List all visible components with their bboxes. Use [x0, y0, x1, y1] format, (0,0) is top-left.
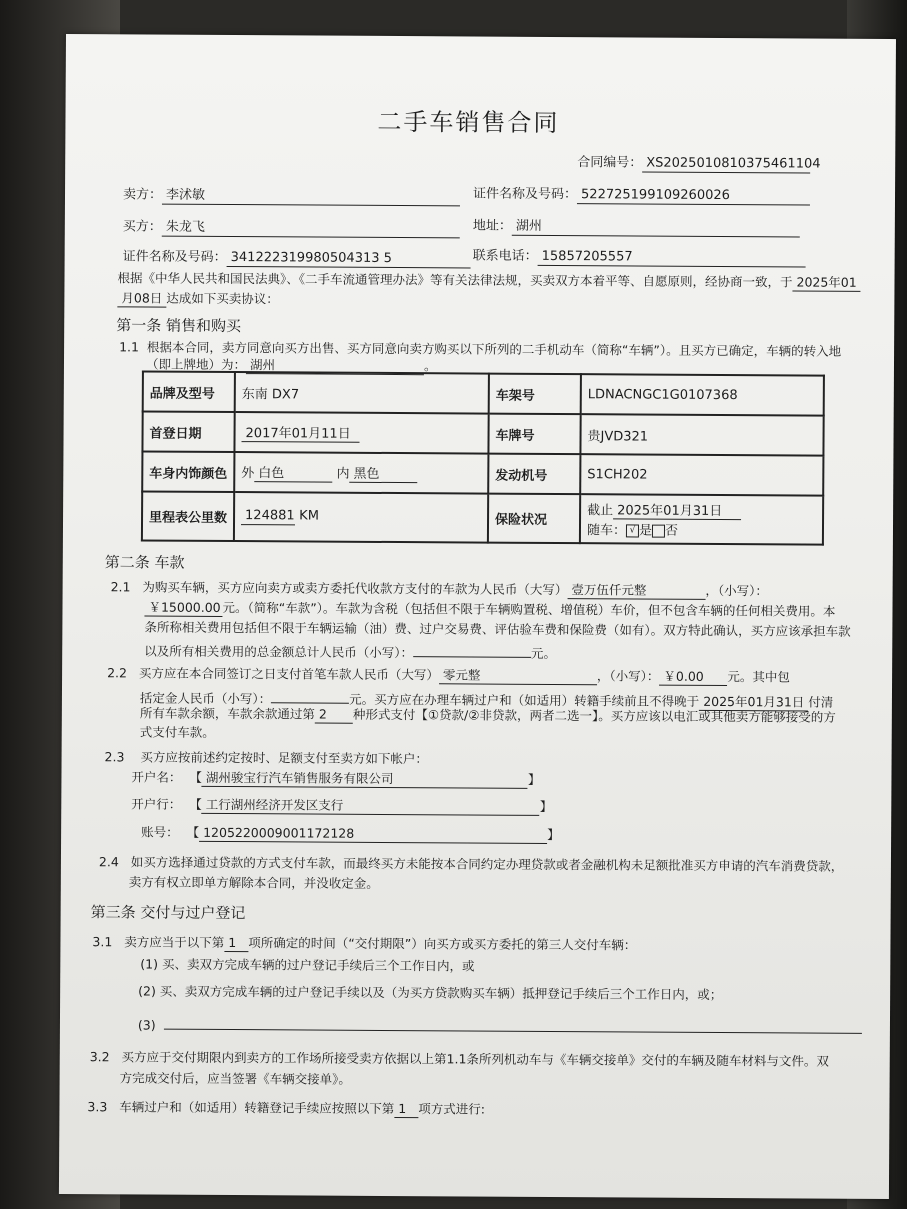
intro-date-a: 2025年01: [792, 274, 860, 291]
account-name-row: [131, 769, 540, 788]
clause-3-2: [90, 1049, 829, 1070]
with-car-label: 随车：: [586, 523, 627, 539]
no-label: 否: [664, 523, 679, 539]
clause-1-1-line2: （即上牌地）为： 湖州 。: [145, 356, 437, 374]
account-name-label: 开户名：: [131, 769, 182, 785]
table-row: [142, 491, 823, 544]
clause-2-1-line2: [144, 599, 835, 620]
seller-id-row: [473, 186, 810, 205]
bank-label: 开户行：: [131, 796, 182, 812]
mileage-label: 里程表公里数: [142, 491, 234, 541]
color-cell: [234, 452, 488, 494]
brand-value: 东南 DX7: [235, 372, 489, 414]
engine-value: S1CH202: [580, 454, 823, 495]
first-payment-lower: ￥0.00: [659, 669, 727, 686]
option-number: (3): [137, 1017, 156, 1033]
table-row: [142, 451, 823, 495]
clause-text: 元。其中包: [727, 669, 790, 685]
clause-text: 买方应于交付期限内到卖方的工作场所接受卖方依据以上第1.1条所列机动车与《车辆交接单》交付的车辆及随车材料与文件。双: [121, 1049, 829, 1069]
mileage-cell: [234, 492, 488, 543]
clause-text: 为购买车辆，买方应向卖方或卖方委托代收款方支付的车款为人民币（大写）: [142, 579, 568, 598]
yes-checkbox: √: [626, 524, 639, 537]
contract-title: 二手车销售合同: [377, 107, 560, 138]
vehicle-table: [141, 370, 825, 545]
option-3-blank: [164, 1013, 862, 1034]
total-amount: [413, 640, 531, 658]
bracket: 【: [189, 796, 202, 812]
account-name: 湖州骏宝行汽车销售服务有限公司: [202, 770, 528, 789]
buyer-id: 341222319980504313 5: [227, 250, 471, 268]
clause-3-2-line2: 方完成交付后，应当签署《车辆交接单》。: [119, 1070, 351, 1087]
id-label: 证件名称及号码：: [122, 249, 227, 265]
registration-option: 1: [394, 1101, 418, 1118]
plate-value: 贵JVD321: [580, 414, 823, 455]
clause-text: ，（小写）：: [705, 582, 769, 599]
clause-2-3: [105, 749, 428, 767]
account-number-label: 账号：: [141, 824, 179, 840]
insurance-label: 保险状况: [488, 494, 580, 544]
phone-label: 联系电话：: [472, 248, 538, 264]
seller-label: 卖方：: [122, 187, 163, 203]
clause-2-4-line2: 卖方有权立即单方解除本合同，并没收定金。: [128, 874, 379, 891]
buyer-id-row: [123, 249, 471, 268]
buyer-label: 买方：: [122, 219, 162, 235]
table-row: [143, 371, 824, 415]
exterior-prefix: 外: [241, 466, 255, 482]
price-lower: ￥15000.00: [144, 599, 222, 616]
bracket: 【: [186, 824, 200, 840]
reg-date-value: 2017年01月11日: [242, 422, 360, 443]
no-checkbox: [652, 525, 665, 538]
address: 湖州: [512, 219, 800, 238]
clause-2-1-line4: [144, 638, 556, 662]
bank-name: 工行湖州经济开发区支行: [202, 797, 540, 816]
interior-prefix: 内: [336, 466, 350, 482]
bank-row: [131, 796, 552, 816]
clause-3-1-option-1: (1) 买、卖双方完成车辆的过户登记手续后三个工作日内，或: [140, 956, 475, 974]
deposit-amount: [271, 686, 349, 703]
vin-label: 车架号: [489, 374, 581, 415]
clause-3-3: [87, 1099, 485, 1118]
payment-method: 2: [315, 707, 353, 724]
price-upper: 壹万伍仟元整: [567, 582, 705, 600]
clause-text: 种形式支付【①贷款/②非贷款，两者二选一】。买方应该以电汇或其他卖方能够接受的方: [352, 706, 836, 725]
bracket: 】: [547, 826, 560, 843]
clause-number: 3.1: [92, 934, 113, 950]
color-label: 车身内饰颜色: [142, 451, 234, 492]
clause-number: 2.2: [107, 665, 128, 681]
mileage-value: 124881: [241, 508, 295, 525]
clause-3-1-option-2: (2) 买、卖双方完成车辆的过户登记手续以及（为买方贷款购买车辆）抵押登记手续后三个工作日内，或；: [138, 983, 723, 1003]
contract-page: [59, 34, 896, 1199]
id-label: 证件名称及号码：: [472, 186, 578, 203]
intro-date-b: 月08日: [117, 290, 166, 307]
contract-number: XS2025010810375461104: [642, 156, 810, 174]
clause-text: 元。买方应在办理车辆过户和（如适用）转籍手续前且不得晚于: [349, 691, 700, 709]
intro-line-1: [117, 270, 860, 292]
intro-text-2: 达成如下买卖协议：: [166, 290, 279, 307]
clause-number: 2.1: [110, 579, 131, 595]
clause-text: 括定金人民币（小写）：: [139, 690, 272, 707]
clause-number: 3.2: [89, 1049, 110, 1065]
clause-text: 项所确定的时间（“交付期限”）向买方或买方委托的第三人交付车辆：: [248, 935, 637, 953]
account-number-row: [141, 824, 560, 844]
clause-text: 以及所有相关费用的总金额总计人民币（小写）：: [144, 643, 414, 661]
plate-label: 车牌号: [488, 414, 580, 455]
phone: 15857205557: [538, 249, 806, 268]
clause-2-2-line3: [140, 705, 836, 726]
clause-text: 买方应在本合同签订之日支付首笔车款人民币（大写）: [138, 665, 439, 683]
clause-2-4: [99, 854, 843, 875]
clause-text: 付清: [808, 694, 834, 710]
payment-deadline: 2025年01月31日: [699, 694, 808, 712]
clause-number: 2.4: [98, 854, 119, 870]
insurance-cell: [580, 494, 823, 544]
clause-2-1-line3: 条所称相关费用包括但不限于车辆运输（油）费、过户交易费、评估验车费和保险费（如有）。双方特此确认，买方应该承担车款: [144, 619, 851, 639]
clause-text: 所有车款余额，车款余款通过第: [139, 705, 315, 722]
buyer-name: 朱龙飞: [162, 220, 460, 239]
clause-text: 买方应按前述约定按时、足额支付至卖方如下帐户：: [140, 749, 428, 767]
seller-id: 522725199109260026: [577, 187, 810, 205]
exterior-color: 白色: [254, 462, 332, 482]
article-2-title: 第二条 车款: [104, 553, 185, 572]
reg-date-label: 首登日期: [142, 411, 234, 452]
bracket: 】: [539, 798, 553, 814]
insurance-until-prefix: 截止: [587, 503, 614, 519]
first-payment-upper: 零元整: [439, 667, 597, 685]
bracket: 【: [189, 769, 202, 785]
seller-row: [123, 187, 460, 206]
engine-label: 发动机号: [488, 454, 580, 495]
clause-text: 卖方应当于以下第: [124, 934, 225, 950]
interior-color: 黑色: [349, 463, 417, 483]
clause-text: ，（小写）：: [596, 668, 660, 684]
clause-text: 项方式进行:: [418, 1101, 486, 1117]
registration-place: 湖州: [246, 357, 424, 375]
contract-number-label: 合同编号：: [577, 155, 643, 171]
contract-number-row: [577, 155, 821, 173]
clause-2-1: [111, 579, 768, 600]
brand-label: 品牌及型号: [143, 371, 235, 412]
clause-3-1-option-3: [138, 1012, 862, 1037]
vin-value: LDNACNGC1G0107368: [581, 374, 824, 415]
reg-date-cell: [234, 412, 488, 454]
mileage-unit: KM: [299, 508, 319, 524]
intro-text: 根据《中华人民共和国民法典》、《二手车流通管理办法》等有关法律法规，买卖双方本着平等、自愿原则，经协商一致，于: [117, 270, 793, 290]
intro-line-2: [117, 290, 279, 308]
yes-label: 是: [638, 523, 653, 539]
clause-text: 元。: [530, 645, 557, 662]
seller-name: 李沭敏: [162, 188, 460, 207]
clause-2-2: [107, 665, 790, 686]
clause-text: 根据本合同，卖方同意向买方出售、买方同意向卖方购买以下所列的二手机动车（简称“车辆”）。且买方已确定，车辆的转入地: [146, 339, 842, 359]
buyer-row: [123, 219, 460, 238]
table-row: [142, 411, 823, 455]
clause-text: （即上牌地）为：: [145, 356, 247, 373]
clause-2-2-line4: 式支付车款。: [139, 724, 215, 740]
clause-number: 2.3: [104, 749, 125, 765]
insurance-until: 2025年01月31日: [613, 499, 741, 520]
clause-number: 3.3: [87, 1099, 108, 1115]
address-label: 地址：: [472, 218, 512, 234]
account-number: 1205220009001172128: [199, 825, 547, 844]
clause-text: 元。（简称“车款”）。车款为含税（包括但不限于车辆购置税、增值税）车价，但不包含车辆的任何相关费用。本: [222, 599, 836, 619]
clause-3-1: [92, 934, 636, 954]
clause-text: 如买方选择通过贷款的方式支付车款，而最终买方未能按本合同约定办理贷款或者金融机构未足额批准买方申请的汽车消费贷款，: [130, 854, 844, 874]
article-1-title: 第一条 销售和购买: [116, 316, 242, 336]
phone-row: [473, 248, 806, 267]
clause-number: 1.1: [119, 339, 140, 355]
article-3-title: 第三条 交付与过户登记: [90, 903, 246, 923]
bracket: 】: [527, 771, 541, 787]
delivery-option: 1: [224, 935, 248, 952]
address-row: [473, 218, 800, 237]
clause-text: 车辆过户和（如适用）转籍登记手续应按照以下第: [119, 1099, 395, 1117]
